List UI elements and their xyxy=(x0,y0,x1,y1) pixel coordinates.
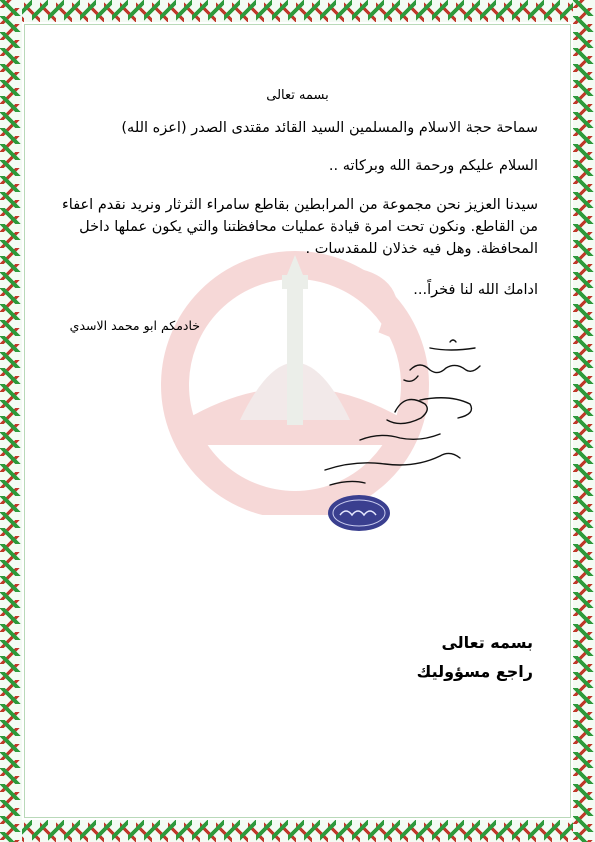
border-bottom xyxy=(0,820,595,842)
border-left xyxy=(0,0,22,842)
official-stamp xyxy=(326,493,392,533)
handwritten-annotation xyxy=(300,330,490,500)
sender-signature: خادمكم ابو محمد الاسدي xyxy=(69,318,200,333)
reply-heading: بسمه تعالى xyxy=(441,633,533,652)
closing-line: ادامك الله لنا فخراً... xyxy=(413,282,538,298)
letter-heading: بسمه تعالى xyxy=(266,88,329,103)
greeting-line: السلام عليكم ورحمة الله وبركاته .. xyxy=(328,158,538,174)
reply-instruction: راجع مسؤوليك xyxy=(416,662,533,681)
border-right xyxy=(573,0,595,842)
addressee-line: سماحة حجة الاسلام والمسلمين السيد القائد مقتدى الصدر (اعزه الله) xyxy=(121,120,538,136)
body-paragraph: سيدنا العزيز نحن مجموعة من المرابطين بقاطع سامراء الثرثار ونريد نقدم اعفاء من القاطع. ونكون تحت امرة قيادة عمليات محافظتنا والتي يكون عملها داخل المحافظة. وهل فيه خذلان للمقدسات . xyxy=(61,197,538,257)
border-top xyxy=(0,0,595,22)
